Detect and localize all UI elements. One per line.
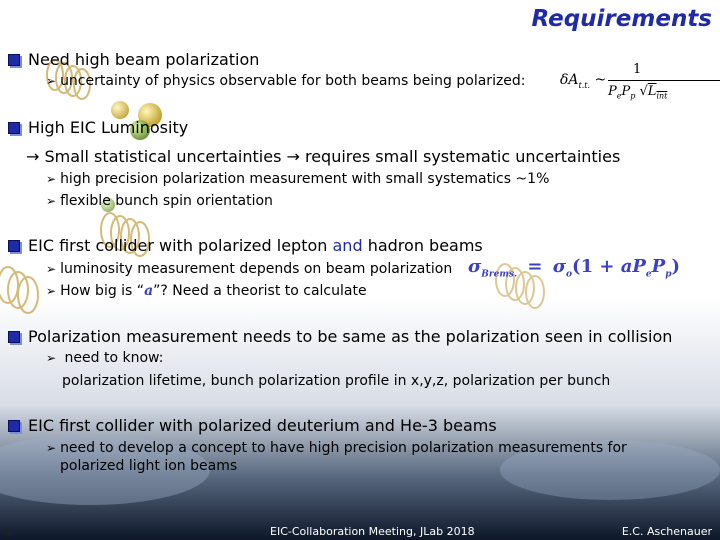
bullet-3: EIC first collider with polarized lepton and hadron beams [8, 236, 483, 255]
bullet-1 [8, 50, 259, 69]
bullet-5-sub: ➢ need to develop a concept to have high precision polarization measurements for [46, 440, 627, 456]
bullet-2-text: High EIC Luminosity [28, 118, 189, 137]
footer-author: E.C. Aschenauer [621, 525, 712, 538]
bullet-2-sub-1: ➢ high precision polarization measurement with small systematics ~1% [46, 171, 550, 187]
bullet-2-sub-2: ➢ flexible bunch spin orientation [46, 193, 273, 209]
arrow-bullet-icon: ➢ [46, 284, 57, 298]
particle-ball [111, 101, 129, 119]
formula1-lhs: δA [560, 72, 579, 88]
arrow-bullet-icon: ➢ [46, 351, 57, 365]
bullet-4: Polarization measurement needs to be same as the polarization seen in collision [8, 327, 672, 346]
square-bullet-icon [8, 240, 20, 252]
bullet-1-sub [46, 73, 526, 89]
page-number: 2 [6, 525, 13, 538]
slide-title: Requirements [531, 6, 712, 32]
bullet-1-text: Need high beam polarization [28, 50, 260, 69]
fraction-bar [608, 80, 720, 81]
arrow-bullet-icon: ➢ [46, 194, 57, 208]
arrow-bullet-icon: ➢ [46, 172, 57, 186]
arrow-bullet-icon: ➢ [46, 74, 57, 88]
arrow-bullet-icon: ➢ [46, 441, 57, 455]
bullet-3-sub-2: ➢ How big is “a”? Need a theorist to calculate [46, 283, 367, 299]
bullet-2-arrow-line: → Small statistical uncertainties → requires small systematic uncertainties [26, 147, 621, 166]
formula1-tilde: ~ [594, 72, 607, 88]
square-bullet-icon [8, 331, 20, 343]
footer-meeting: EIC-Collaboration Meeting, JLab 2018 [270, 525, 475, 538]
symbol-a: a [144, 283, 154, 299]
bullet-5-sub-line2: polarized light ion beams [60, 458, 238, 474]
square-bullet-icon [8, 122, 20, 134]
formula1-numerator: 1 [633, 62, 642, 77]
bullet-4-sub: ➢ need to know: [46, 350, 164, 366]
formula1-denominator: $P_eP_p$ $√L_{int}$ [608, 84, 668, 101]
bullet-5: EIC first collider with polarized deuterium and He-3 beams [8, 416, 497, 435]
square-bullet-icon [8, 420, 20, 432]
square-bullet-icon [8, 54, 20, 66]
formula-bremsstrahlung: $\sigma_{Brems.} = \sigma_o(1 + aP_eP_p)$ [468, 256, 681, 280]
bullet-3-sub-1: ➢ luminosity measurement depends on beam polarization [46, 261, 453, 277]
bullet-3-and: and [332, 236, 363, 255]
bullet-1-sub-text: uncertainty of physics observable for both beams being polarized: [60, 73, 526, 89]
formula1-lhs-sub: t.t. [578, 80, 591, 90]
bullet-2 [8, 118, 188, 137]
arrow-bullet-icon: ➢ [46, 262, 57, 276]
bullet-4-sub-line2: polarization lifetime, bunch polarization profile in x,y,z, polarization per bunch [62, 373, 611, 389]
